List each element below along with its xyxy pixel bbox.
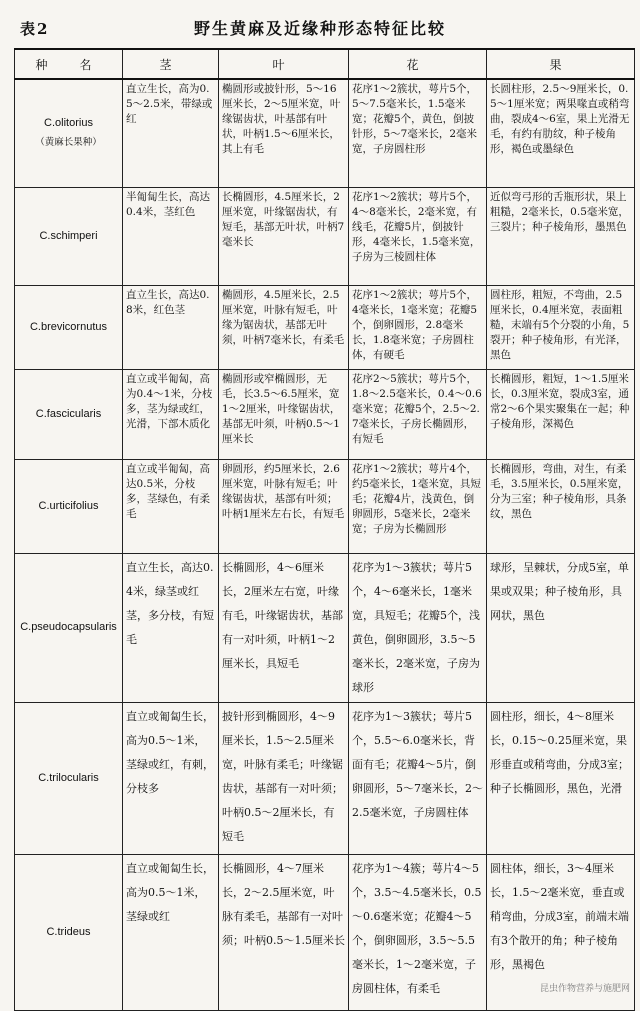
stem-cell: 直立或半匍匐，高达0.5米，分枝多，茎绿色，有柔毛 (123, 459, 219, 553)
stem-cell: 半匍匐生长，高达0.4米，茎红色 (123, 187, 219, 285)
flower-cell: 花序为1～4簇；萼片4～5个，3.5～4.5毫米长，0.5～0.6毫米宽；花瓣4～5个，倒卵圆形，3.5～5.5毫米长，1～2毫米宽，子房圆柱体，有柔毛 (349, 854, 487, 1010)
table-row (15, 187, 635, 285)
column-header-species: 种 名 (15, 49, 123, 79)
fruit-cell: 长圆柱形，2.5～9厘米长，0.5～1厘米宽；两果喙直或稍弯曲，裂成4～6室，果上光滑无毛，有约有肋纹，种子棱角形，褐色或墨绿色 (487, 79, 635, 187)
species-name: C.trilocularis (38, 771, 99, 784)
flower-cell: 花序2～5簇状；萼片5个，1.8～2.5毫米长，0.4～0.6毫米宽；花瓣5个，2.5～2.7毫米长，子房长椭圆形，有短毛 (349, 369, 487, 459)
stem-cell: 直立生长，高为0.5～2.5米，带绿或红 (123, 79, 219, 187)
fruit-cell: 长椭圆形，粗短，1～1.5厘米长，0.3厘米宽，裂成3室，通常2～6个果实聚集在一起；种子棱角形，深褐色 (487, 369, 635, 459)
leaf-cell: 椭圆形，4.5厘米长，2.5厘米宽，叶脉有短毛，叶缘为锯齿状，基部无叶须，叶柄7毫米长，有柔毛 (219, 285, 349, 369)
leaf-cell: 披针形到椭圆形，4～9厘米长，1.5～2.5厘米宽，叶脉有柔毛；叶缘锯齿状，基部有一对叶须；叶柄0.5～2厘米长，有短毛 (219, 702, 349, 854)
species-name: C.trideus (46, 925, 91, 938)
species-cell (15, 702, 123, 854)
stem-cell: 直立或匍匐生长，高为0.5～1米，茎绿或红 (123, 854, 219, 1010)
species-cell (15, 854, 123, 1010)
species-cell (15, 369, 123, 459)
flower-cell: 花序1～2簇状，萼片5个，5～7.5毫米长，1.5毫米宽；花瓣5个，黄色，倒披针形，5～7毫米长，2毫米宽，子房圆柱形 (349, 79, 487, 187)
species-cell (15, 79, 123, 187)
stem-cell: 直立生长，高达0.8米，红色茎 (123, 285, 219, 369)
species-cell (15, 285, 123, 369)
leaf-cell: 椭圆形或窄椭圆形，无毛，长3.5～6.5厘米，宽1～2厘米，叶缘锯齿状，基部无叶须，叶柄0.5～1厘米长 (219, 369, 349, 459)
species-name: C.urticifolius (38, 499, 99, 512)
table-row (15, 285, 635, 369)
comparison-table (14, 48, 635, 1011)
fruit-cell: 长椭圆形，弯曲，对生，有柔毛，3.5厘米长，0.5厘米宽，分为三室；种子棱角形，具条纹，黑色 (487, 459, 635, 553)
table-row (15, 79, 635, 187)
stem-cell: 直立生长，高达0.4米，绿茎或红茎，多分枝，有短毛 (123, 553, 219, 702)
fruit-cell: 球形，呈棘状，分成5室，单果或双果；种子棱角形，具网状，黑色 (487, 553, 635, 702)
flower-cell: 花序为1～3簇状；萼片5个，4～6毫米长，1毫米宽，具短毛；花瓣5个，浅黄色，倒卵圆形，3.5～5毫米长，2毫米宽，子房为球形 (349, 553, 487, 702)
leaf-cell: 长椭圆形，4～6厘米长，2厘米左右宽，叶缘有毛，叶缘锯齿状，基部有一对叶须，叶柄1～2厘米长，具短毛 (219, 553, 349, 702)
flower-cell: 花序1～2簇状；萼片5个，4毫米长，1毫米宽；花瓣5个，倒卵圆形，2.8毫米长，1.8毫米宽；子房圆柱体，有硬毛 (349, 285, 487, 369)
species-cell (15, 459, 123, 553)
species-name: C.pseudocapsularis (20, 621, 117, 633)
species-name: C.fascicularis (35, 407, 102, 420)
table-row (15, 702, 635, 854)
watermark: 昆虫作物营养与施肥网 (539, 984, 630, 994)
table-number: 表2 (20, 20, 50, 38)
fruit-cell: 近似弯弓形的舌瓶形状，果上粗糙，2毫米长，0.5毫米宽，三裂片；种子棱角形，墨黑色 (487, 187, 635, 285)
leaf-cell: 椭圆形或披针形，5～16厘米长，2～5厘米宽，叶缘锯齿状，叶基部有叶状，叶柄1.5～6厘米长，其上有毛 (219, 79, 349, 187)
species-name: C.schimperi (39, 229, 98, 242)
header-row (15, 49, 635, 79)
leaf-cell: 卵圆形，约5厘米长，2.6厘米宽，叶脉有短毛；叶缘锯齿状，基部有叶须；叶柄1厘米左右长，有短毛 (219, 459, 349, 553)
flower-cell: 花序1～2簇状；萼片5个，4～8毫米长，2毫米宽，有线毛，花瓣5片，倒披针形，4毫米长，1.5毫米宽，子房为三棱圆柱体 (349, 187, 487, 285)
table-title: 野生黄麻及近缘种形态特征比较 (193, 19, 446, 38)
leaf-cell: 长椭圆形，4.5厘米长，2厘米宽，叶缘锯齿状，有短毛，基部无叶状，叶柄7毫米长 (219, 187, 349, 285)
flower-cell: 花序1～2簇状；萼片4个，约5毫米长，1毫米宽，具短毛；花瓣4片，浅黄色，倒卵圆形，5毫米长，2毫米宽；子房为长椭圆形 (349, 459, 487, 553)
column-header-flower: 花 (349, 49, 487, 79)
species-name: C.brevicornutus (29, 320, 108, 333)
table-caption (0, 14, 640, 42)
species-note: （黄麻长果种） (35, 137, 102, 149)
flower-cell: 花序为1～3簇状；萼片5个，5.5～6.0毫米长，背面有毛；花瓣4～5片，倒卵圆形，5～7毫米长，2～2.5毫米宽，子房圆柱体 (349, 702, 487, 854)
stem-cell: 直立或匍匐生长，高为0.5～1米，茎绿或红，有刺，分枝多 (123, 702, 219, 854)
table-row (15, 553, 635, 702)
fruit-cell: 圆柱形，粗短，不弯曲，2.5厘米长，0.4厘米宽，表面粗糙，末端有5个分裂的小角，5裂开；种子棱角形，有光泽，黑色 (487, 285, 635, 369)
leaf-cell: 长椭圆形，4～7厘米长，2～2.5厘米宽，叶脉有柔毛，基部有一对叶须；叶柄0.5～1.5厘米长 (219, 854, 349, 1010)
species-cell (15, 187, 123, 285)
column-header-fruit: 果 (487, 49, 635, 79)
column-header-stem: 茎 (123, 49, 219, 79)
fruit-cell: 圆柱形，细长，4～8厘米长，0.15～0.25厘米宽，果形垂直或稍弯曲，分成3室；种子长椭圆形，黑色，光滑 (487, 702, 635, 854)
stem-cell: 直立或半匍匐，高为0.4～1米，分枝多，茎为绿或红，光滑，下部木质化 (123, 369, 219, 459)
species-cell (15, 553, 123, 702)
table-row (15, 459, 635, 553)
table-row (15, 369, 635, 459)
species-name: C.olitorius (44, 117, 93, 130)
fruit-cell: 圆柱体，细长，3～4厘米长，1.5～2毫米宽，垂直或稍弯曲，分成3室，前端末端有3个散开的角；种子棱角形，黑褐色 (487, 854, 635, 1010)
column-header-leaf: 叶 (219, 49, 349, 79)
